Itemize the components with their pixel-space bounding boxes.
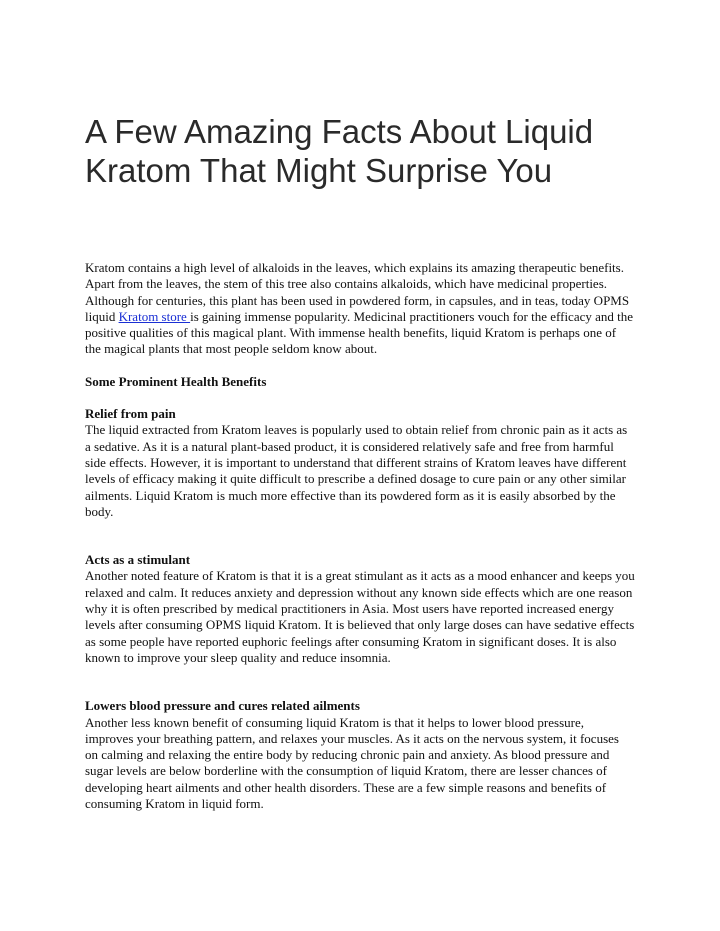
spacer <box>85 666 635 698</box>
intro-paragraph <box>85 260 635 358</box>
intro-text-after: is gaining immense popularity. Medicinal practitioners vouch for the efficacy and the positive qualities of this magical plant. With immense health benefits, liquid Kratom is perhaps one of the magical plants that most people seldom know about. <box>85 308 634 357</box>
kratom-store-link[interactable]: Kratom store <box>118 308 191 324</box>
spacer <box>85 358 635 374</box>
intro-text-before: Kratom contains a high level of alkaloids in the leaves, which explains its amazing therapeutic benefits. Apart from the leaves, the stem of this tree also contains alkaloids, which have medicinal properties. Although for centuries, this plant has been used in powdered form, in capsules, and in teas, today OPMS liquid <box>85 260 630 324</box>
benefit-text-pain: The liquid extracted from Kratom leaves is popularly used to obtain relief from chronic pain as it acts as a sedative. As it is a natural plant-based product, it is considered relatively safe and free from harmful side effects. However, it is important to understand that different strains of Kratom leaves have different levels of efficacy making it quite difficult to prescribe a defined dosage to cure pain or any other similar ailments. Liquid Kratom is much more effective than its powdered form as it is easily absorbed by the body. <box>85 422 628 519</box>
benefit-text-stimulant: Another noted feature of Kratom is that it is a great stimulant as it acts as a mood enhancer and keeps you relaxed and calm. It reduces anxiety and depression without any known side effects which are one reason why it is often prescribed by medical practitioners in Asia. Most users have reported increased energy levels after consuming OPMS liquid Kratom. It is believed that only large doses can have sedative effects as some people have reported euphoric feelings after consuming Kratom in significant doses. It is also known to improve your sleep quality and reduce insomnia. <box>85 568 635 665</box>
spacer <box>85 390 635 406</box>
page-title <box>85 112 645 190</box>
title-line-2: Kratom That Might Surprise You <box>85 152 553 189</box>
spacer <box>85 520 635 552</box>
benefit-heading-blood-pressure: Lowers blood pressure and cures related ailments <box>85 698 360 714</box>
benefit-heading-stimulant: Acts as a stimulant <box>85 552 191 568</box>
benefit-text-blood-pressure: Another less known benefit of consuming liquid Kratom is that it helps to lower blood pressure, improves your breathing pattern, and relaxes your muscles. As it acts on the nervous system, it focuses on calming and relaxing the entire body by reducing chronic pain and anxiety. As blood pressure and sugar levels are below borderline with the consumption of liquid Kratom, there are lesser chances of developing heart ailments and other health disorders. These are a few simple reasons and benefits of consuming Kratom in liquid form. <box>85 714 619 812</box>
article-body <box>85 260 635 812</box>
section-heading: Some Prominent Health Benefits <box>85 373 267 389</box>
title-line-1: A Few Amazing Facts About Liquid <box>85 113 594 150</box>
benefit-heading-pain: Relief from pain <box>85 406 176 422</box>
